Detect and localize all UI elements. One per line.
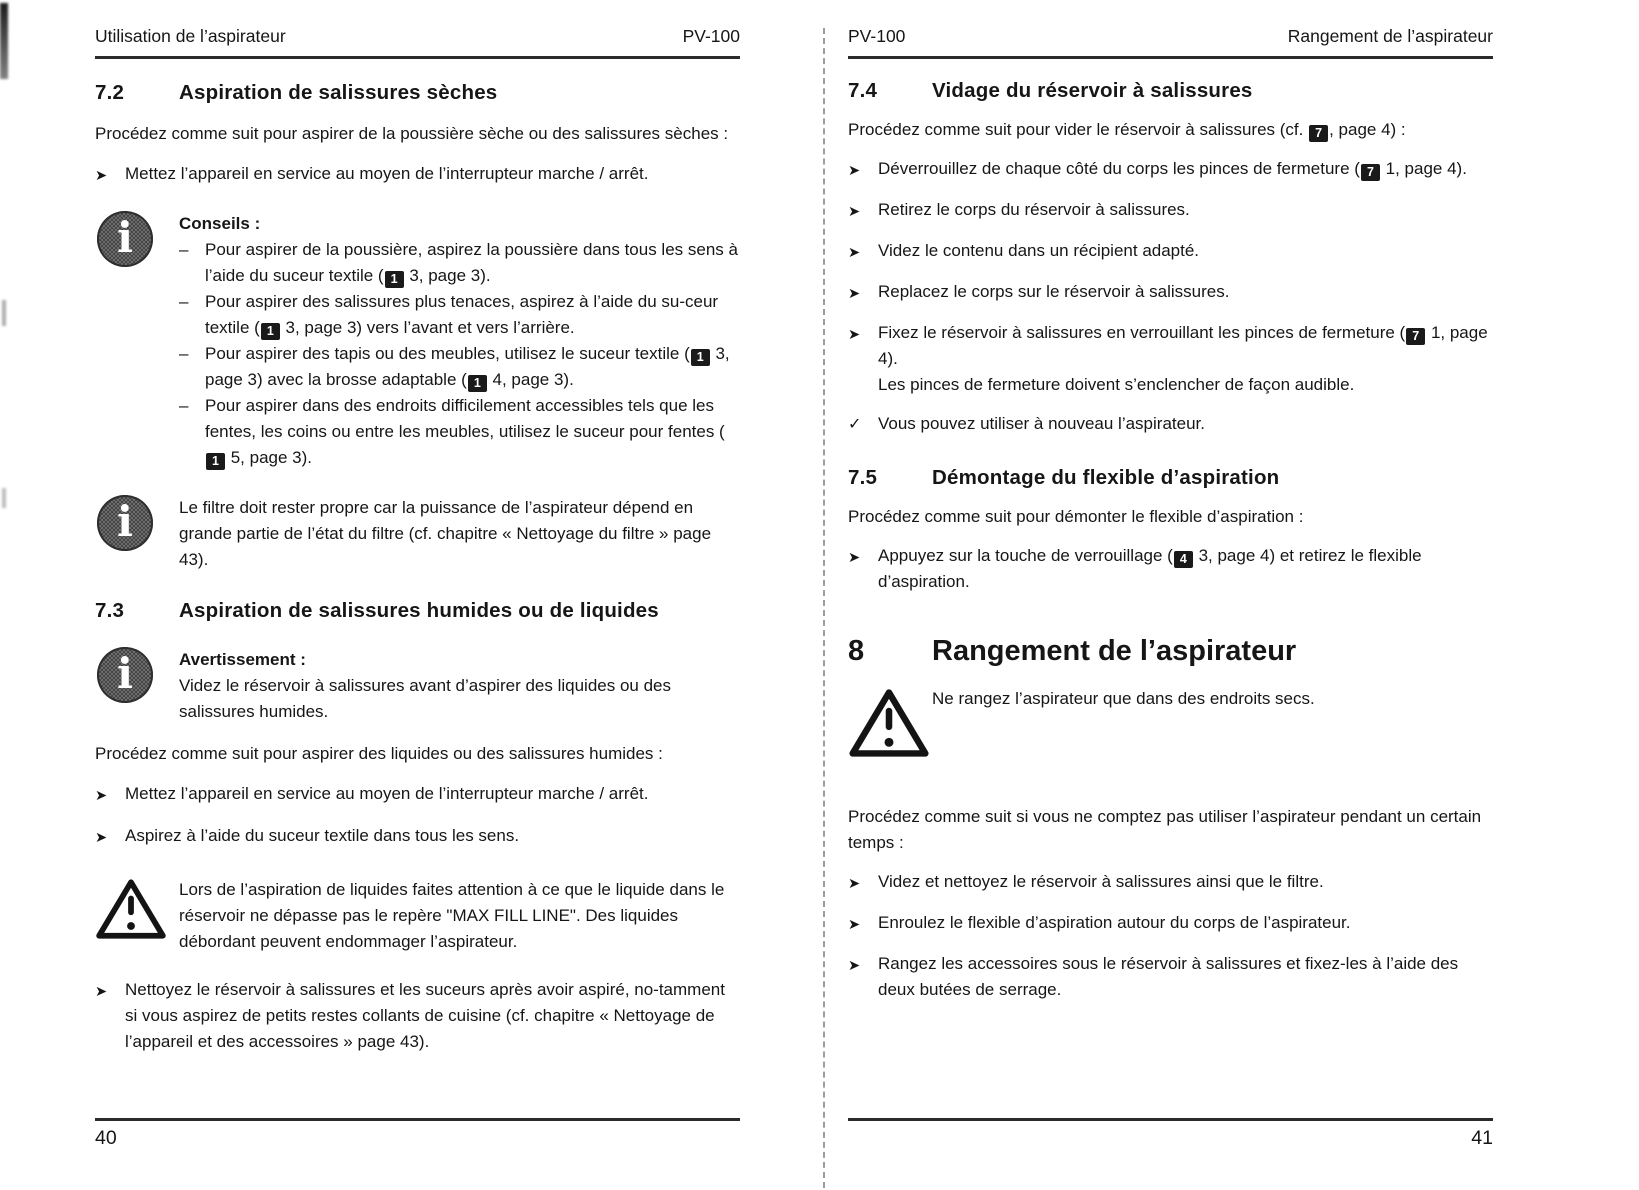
note-label: Avertissement : <box>179 650 306 669</box>
section-title: Aspiration de salissures sèches <box>179 81 498 104</box>
step-line: Les pinces de fermeture doivent s’enclencher de façon audible. <box>878 375 1355 394</box>
step-text: Retirez le corps du réservoir à salissures. <box>878 200 1190 219</box>
procedure-step <box>848 279 1493 307</box>
procedure-step <box>848 320 1493 398</box>
manual-page-right <box>848 0 1493 1190</box>
text-segment: Pour aspirer des salissures plus tenaces, aspirez à l’aide du su-ceur textile ( <box>205 292 719 337</box>
procedure-step <box>848 951 1493 1003</box>
scan-artifact <box>2 300 6 326</box>
figure-ref-icon: 1 <box>261 323 280 340</box>
section-heading-7-4 <box>848 79 1493 103</box>
page-header <box>95 0 740 59</box>
note-body <box>179 211 740 471</box>
procedure-step <box>848 238 1493 266</box>
section-number: 7.4 <box>848 79 878 102</box>
figure-ref-icon: 4 <box>1174 551 1193 568</box>
figure-ref-icon: 1 <box>385 271 404 288</box>
procedure-step <box>95 781 740 809</box>
list-item <box>179 393 740 471</box>
step-text: Mettez l’appareil en service au moyen de l’interrupteur marche / arrêt. <box>125 164 649 183</box>
step-text: Enroulez le flexible d’aspiration autour du corps de l’aspirateur. <box>878 913 1351 932</box>
text-segment: Pour aspirer dans des endroits difficilement accessibles tels que les fentes, les coins ou entre les meubles, utilisez le suceur pour fentes ( <box>205 396 725 441</box>
page-footer <box>95 1118 740 1150</box>
section-number: 7.3 <box>95 599 125 622</box>
text-segment: Appuyez sur la touche de verrouillage ( <box>878 546 1173 565</box>
text-segment: Procédez comme suit pour vider le réservoir à salissures (cf. <box>848 120 1309 139</box>
dash-bullet: – <box>179 344 189 363</box>
procedure-step <box>848 869 1493 897</box>
step-text <box>878 320 1493 398</box>
list-item-text <box>205 341 740 393</box>
warning-triangle-icon <box>848 686 930 760</box>
arrow-bullet-icon: ➤ <box>848 204 861 220</box>
text-segment: 3, page 3) avec la brosse adaptable ( <box>205 344 730 389</box>
arrow-bullet-icon: ➤ <box>848 286 861 302</box>
section-intro: Procédez comme suit pour aspirer de la poussière sèche ou des salissures sèches : <box>95 124 729 143</box>
step-line <box>878 320 1493 372</box>
text-segment: 3, page 3). <box>404 266 491 285</box>
step-text: Videz le contenu dans un récipient adapté. <box>878 241 1200 260</box>
list-item-text <box>205 393 740 471</box>
procedure-step <box>95 823 740 851</box>
procedure-step <box>848 910 1493 938</box>
list-item-text <box>205 237 740 289</box>
section-intro: Procédez comme suit si vous ne comptez pas utiliser l’aspirateur pendant un certain temps : <box>848 807 1482 852</box>
note-body: Ne rangez l’aspirateur que dans des endroits secs. <box>932 689 1315 708</box>
info-note-conseils <box>95 211 740 471</box>
text-segment: 3, page 4) et retirez le flexible d’aspiration. <box>878 546 1422 591</box>
text-segment: Pour aspirer des tapis ou des meubles, utilisez le suceur textile ( <box>205 344 690 363</box>
figure-ref-icon: 1 <box>206 453 225 470</box>
section-heading-7-5 <box>848 466 1493 490</box>
text-segment: Pour aspirer de la poussière, aspirez la poussière dans tous les sens à l’aide du suceur textile ( <box>205 240 738 285</box>
arrow-bullet-icon: ➤ <box>95 984 108 1000</box>
text-segment: 3, page 3) vers l’avant et vers l’arrière. <box>280 318 575 337</box>
note-body: Lors de l’aspiration de liquides faites attention à ce que le liquide dans le réservoir ne dépasse pas le repère "MAX FILL LINE". Des liquides débordant peuvent endommager l’aspirateur. <box>179 880 725 951</box>
arrow-bullet-icon: ➤ <box>848 245 861 261</box>
arrow-bullet-icon: ➤ <box>95 168 108 184</box>
list-item <box>179 289 740 341</box>
page-number: 41 <box>1471 1127 1493 1149</box>
arrow-bullet-icon: ➤ <box>95 830 108 846</box>
chapter-title: Rangement de l’aspirateur <box>932 635 1297 667</box>
dash-bullet: – <box>179 292 189 311</box>
figure-ref-icon: 1 <box>468 375 487 392</box>
running-title: Rangement de l’aspirateur <box>1287 26 1493 46</box>
arrow-bullet-icon: ➤ <box>95 788 108 804</box>
text-segment: 1, page 4). <box>878 323 1488 368</box>
procedure-step <box>848 156 1493 184</box>
step-text: Mettez l’appareil en service au moyen de l’interrupteur marche / arrêt. <box>125 784 649 803</box>
procedure-step <box>95 161 740 189</box>
info-icon <box>97 647 153 703</box>
result-step <box>848 411 1493 438</box>
procedure-step <box>848 543 1493 595</box>
section-intro <box>848 117 1493 143</box>
note-label: Conseils : <box>179 214 261 233</box>
page-header <box>848 0 1493 59</box>
list-item-text <box>205 289 740 341</box>
step-text: Replacez le corps sur le réservoir à salissures. <box>878 282 1230 301</box>
info-icon <box>97 211 153 267</box>
section-heading-7-2 <box>95 81 740 105</box>
info-note-filter <box>95 495 740 573</box>
text-segment: 4, page 3). <box>487 370 574 389</box>
caution-note <box>848 686 1493 782</box>
step-text: Nettoyez le réservoir à salissures et les suceurs après avoir aspiré, no-tamment si vous aspirez de petits restes collants de cuisine (cf. chapitre « Nettoyage de l’appareil et des accessoires » page 43). <box>125 980 725 1051</box>
scan-artifact <box>0 3 8 79</box>
step-text: Vous pouvez utiliser à nouveau l’aspirateur. <box>878 414 1205 433</box>
step-text: Aspirez à l’aide du suceur textile dans tous les sens. <box>125 826 520 845</box>
arrow-bullet-icon: ➤ <box>848 163 861 179</box>
dash-bullet: – <box>179 240 189 259</box>
warning-note <box>95 647 740 725</box>
text-segment: 5, page 3). <box>226 448 313 467</box>
procedure-step <box>95 977 740 1055</box>
section-title: Vidage du réservoir à salissures <box>932 79 1253 102</box>
text-segment: , page 4) : <box>1329 120 1406 139</box>
procedure-step <box>848 197 1493 225</box>
arrow-bullet-icon: ➤ <box>848 327 861 343</box>
list-item <box>179 237 740 289</box>
note-text: Videz le réservoir à salissures avant d’aspirer des liquides ou des salissures humides. <box>179 676 671 721</box>
model-number: PV-100 <box>682 26 740 46</box>
section-title: Démontage du flexible d’aspiration <box>932 466 1280 489</box>
section-title: Aspiration de salissures humides ou de liquides <box>179 599 659 622</box>
chapter-heading-8 <box>848 635 1493 668</box>
section-number: 7.2 <box>95 81 125 104</box>
chapter-number: 8 <box>848 635 865 667</box>
figure-ref-icon: 7 <box>1361 164 1380 181</box>
info-icon <box>97 495 153 551</box>
section-heading-7-3 <box>95 599 740 623</box>
step-text <box>878 543 1493 595</box>
note-body: Le filtre doit rester propre car la puissance de l’aspirateur dépend en grande partie de l’état du filtre (cf. chapitre « Nettoyage du filtre » page 43). <box>179 498 712 569</box>
arrow-bullet-icon: ➤ <box>848 876 861 892</box>
arrow-bullet-icon: ➤ <box>848 917 861 933</box>
model-number: PV-100 <box>848 26 906 46</box>
step-text <box>878 156 1493 184</box>
warning-triangle-icon <box>95 877 167 941</box>
page-divider <box>823 28 825 1188</box>
manual-page-left <box>95 0 740 1190</box>
section-number: 7.5 <box>848 466 878 489</box>
step-text: Rangez les accessoires sous le réservoir à salissures et fixez-les à l’aide des deux butées de serrage. <box>878 954 1459 999</box>
list-item <box>179 341 740 393</box>
scan-artifact <box>2 488 6 508</box>
page-number: 40 <box>95 1127 117 1149</box>
text-segment: Fixez le réservoir à salissures en verrouillant les pinces de fermeture ( <box>878 323 1406 342</box>
text-segment: 1, page 4). <box>1380 159 1467 178</box>
page-footer <box>848 1118 1493 1150</box>
arrow-bullet-icon: ➤ <box>848 550 861 566</box>
text-segment: Déverrouillez de chaque côté du corps les pinces de fermeture ( <box>878 159 1360 178</box>
running-title: Utilisation de l’aspirateur <box>95 26 286 46</box>
check-icon: ✓ <box>848 416 862 433</box>
figure-ref-icon: 1 <box>691 349 710 366</box>
arrow-bullet-icon: ➤ <box>848 958 861 974</box>
note-body <box>179 647 740 725</box>
section-intro: Procédez comme suit pour démonter le flexible d’aspiration : <box>848 507 1304 526</box>
dash-bullet: – <box>179 396 189 415</box>
figure-ref-icon: 7 <box>1406 328 1425 345</box>
caution-note <box>95 877 740 955</box>
section-intro: Procédez comme suit pour aspirer des liquides ou des salissures humides : <box>95 744 663 763</box>
figure-ref-icon: 7 <box>1309 125 1328 142</box>
step-text: Videz et nettoyez le réservoir à salissures ainsi que le filtre. <box>878 872 1324 891</box>
